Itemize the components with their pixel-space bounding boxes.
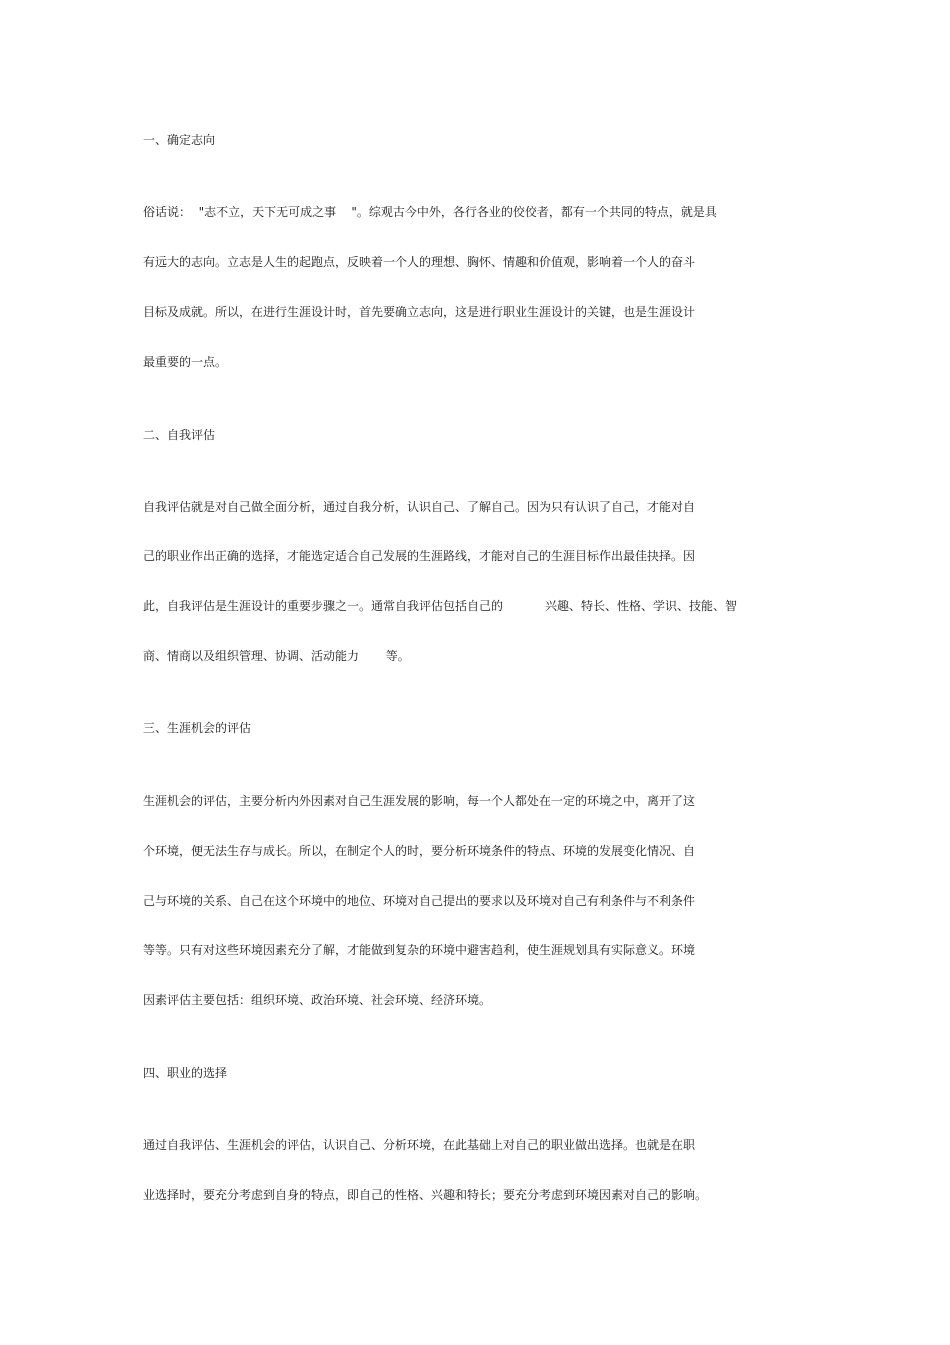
paragraph-line: 自我评估就是对自己做全面分析，通过自我分析，认识自己、了解自己。因为只有认识了自己，才能对自: [143, 500, 696, 514]
paragraph-line: 因素评估主要包括：组织环境、政治环境、社会环境、经济环境。: [143, 993, 492, 1007]
paragraph-line: 业选择时，要充分考虑到自身的特点，即自己的性格、兴趣和特长；要充分考虑到环境因素对自己的影响。: [143, 1188, 708, 1202]
section-heading-1: 一、确定志向: [143, 133, 216, 147]
paragraph-line: 等等。只有对这些环境因素充分了解，才能做到复杂的环境中避害趋利，使生涯规划具有实际意义。环境: [143, 943, 696, 957]
paragraph-line: 生涯机会的评估，主要分析内外因素对自己生涯发展的影响，每一个人都处在一定的环境之中，离开了这: [143, 794, 696, 808]
paragraph-line: 最重要的一点。: [143, 355, 228, 369]
paragraph-line: 通过自我评估、生涯机会的评估，认识自己、分析环境，在此基础上对自己的职业做出选择。也就是在职: [143, 1138, 696, 1152]
section-heading-4: 四、职业的选择: [143, 1066, 228, 1080]
paragraph-line: 个环境，便无法生存与成长。所以，在制定个人的时，要分析环境条件的特点、环境的发展变化情况、自: [143, 844, 696, 858]
paragraph-line: 俗话说： "志不立，天下无可成之事 "。综观古今中外，各行各业的佼佼者，都有一个共同的特点，就是具: [143, 205, 717, 219]
paragraph-line: 目标及成就。所以，在进行生涯设计时，首先要确立志向，这是进行职业生涯设计的关键，也是生涯设计: [143, 305, 696, 319]
paragraph-line: 商、情商以及组织管理、协调、活动能力 等。: [143, 649, 410, 663]
paragraph-line: 己的职业作出正确的选择，才能选定适合自己发展的生涯路线，才能对自己的生涯目标作出最佳抉择。因: [143, 549, 696, 563]
paragraph-line: 此，自我评估是生涯设计的重要步骤之一。通常自我评估包括自己的 兴趣、特长、性格、学识、技能、智: [143, 599, 737, 613]
paragraph-line: 己与环境的关系、自己在这个环境中的地位、环境对自己提出的要求以及环境对自己有利条件与不利条件: [143, 894, 696, 908]
section-heading-2: 二、自我评估: [143, 428, 216, 442]
paragraph-line: 有远大的志向。立志是人生的起跑点，反映着一个人的理想、胸怀、情趣和价值观，影响着一个人的奋斗: [143, 255, 696, 269]
section-heading-3: 三、生涯机会的评估: [143, 721, 252, 735]
